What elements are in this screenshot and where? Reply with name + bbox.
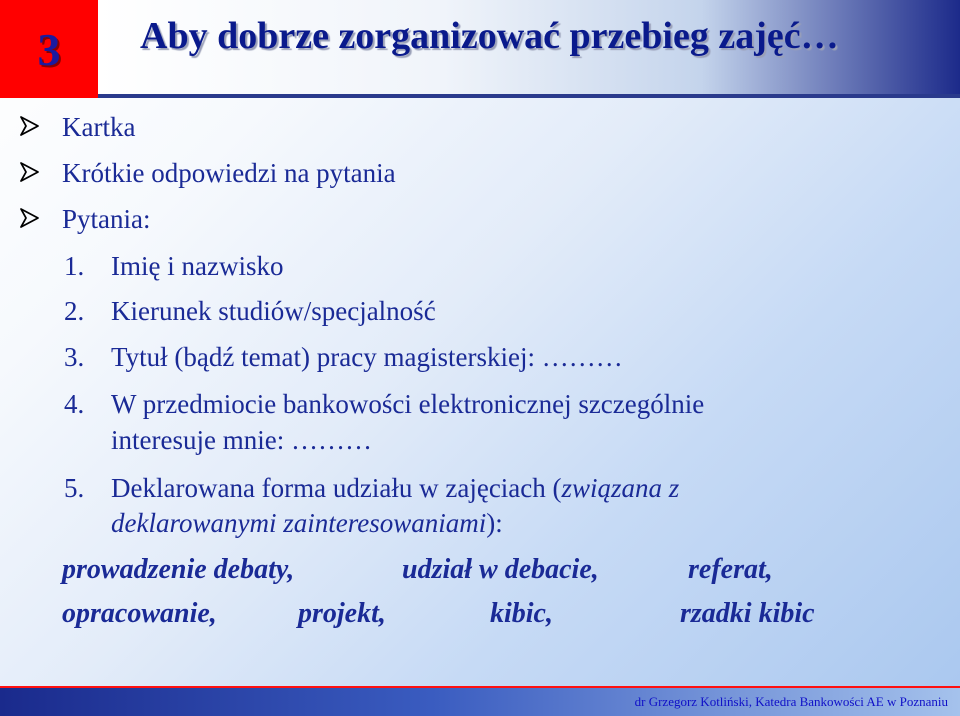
bullet-text: Kartka <box>62 112 136 142</box>
question-text: Kierunek studiów/specjalność <box>111 296 436 326</box>
bullet-item <box>62 204 151 235</box>
option-rare-spectator: rzadki kibic <box>680 598 815 629</box>
footer-credit: dr Grzegorz Kotliński, Katedra Bankowości AE w Poznaniu <box>634 694 948 709</box>
question-text: W przedmiocie bankowości elektronicznej szczególnie <box>111 389 705 419</box>
option-project: projekt, <box>298 598 386 629</box>
bullet-text: Krótkie odpowiedzi na pytania <box>62 158 396 188</box>
question-text-normal: Deklarowana forma udziału w zajęciach ( <box>111 473 562 503</box>
bullet-item <box>62 112 135 143</box>
option-debate-lead: prowadzenie debaty, <box>62 554 295 585</box>
option-report: referat, <box>688 554 773 585</box>
footer-bar <box>0 686 960 716</box>
question-text-italic: związana z <box>561 473 680 503</box>
option-study: opracowanie, <box>62 598 217 629</box>
bullet-item <box>62 158 396 189</box>
option-spectator: kibic, <box>490 598 553 629</box>
question-text: Imię i nazwisko <box>111 251 284 281</box>
bullet-text: Pytania: <box>62 204 151 234</box>
question-number: 3. <box>64 342 85 372</box>
slide-number: 3 <box>37 23 61 75</box>
arrow-bullet-icon <box>18 115 40 137</box>
arrow-bullet-icon <box>18 161 40 183</box>
question-text: interesuje mnie: ……… <box>111 425 372 455</box>
question-text <box>111 508 503 539</box>
question-text-italic: deklarowanymi zainteresowaniami <box>111 508 487 538</box>
question-number: 5. <box>64 473 85 503</box>
question-number: 4. <box>64 389 85 419</box>
slide-title: Aby dobrze zorganizować przebieg zajęć… <box>140 15 839 57</box>
footer-accent-line <box>0 686 960 688</box>
question-text-normal: ): <box>486 508 503 538</box>
arrow-bullet-icon <box>18 207 40 229</box>
question-text <box>111 473 679 504</box>
question-number: 2. <box>64 296 85 326</box>
question-text: Tytuł (bądź temat) pracy magisterskiej: ……… <box>111 342 623 372</box>
question-number: 1. <box>64 251 85 281</box>
option-debate-participation: udział w debacie, <box>402 554 599 585</box>
